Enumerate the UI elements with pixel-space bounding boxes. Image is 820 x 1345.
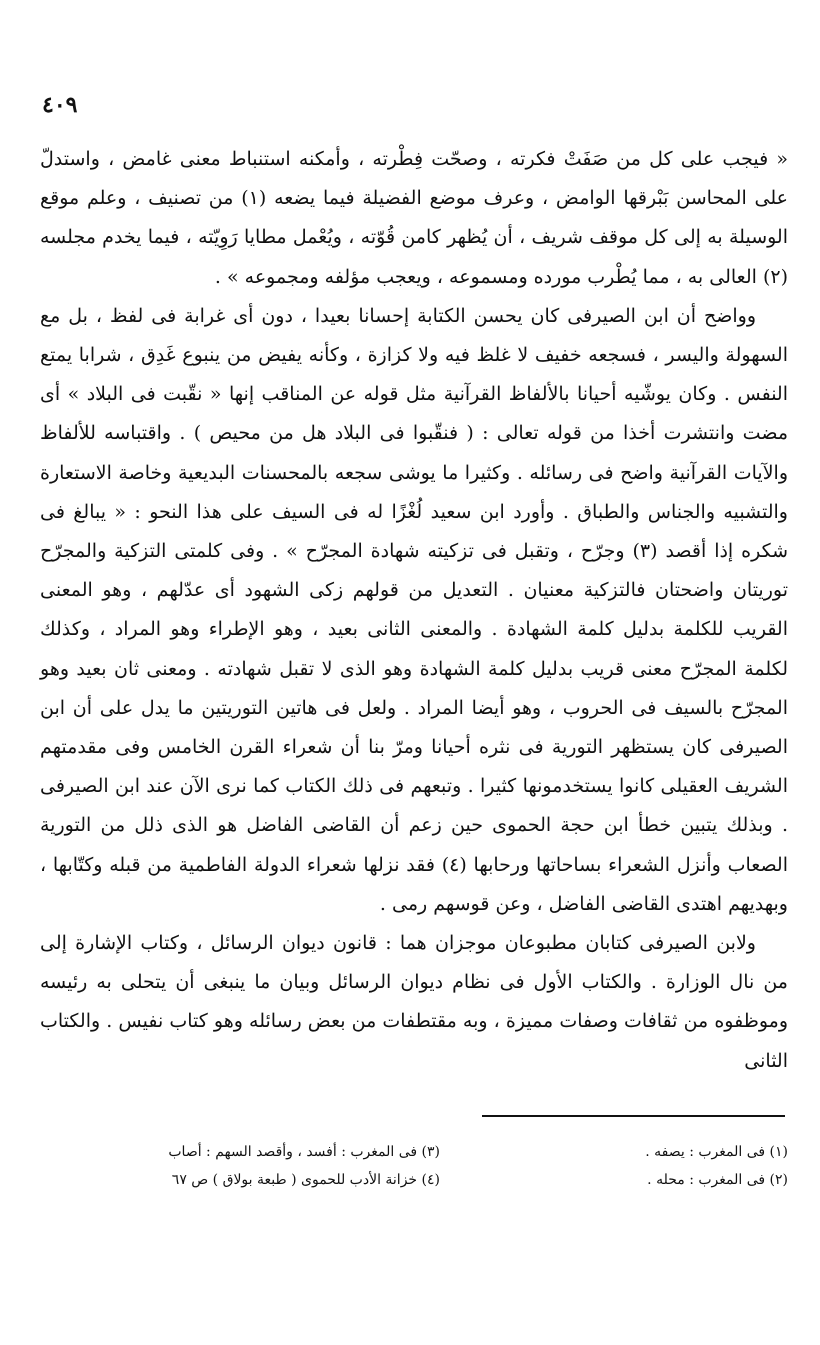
footnote-1: (١) فى المغرب : يصفه .: [645, 1144, 788, 1160]
footnote-4: (٤) خزانة الأدب للحموى ( طبعة بولاق ) ص ٦٧: [171, 1172, 440, 1188]
footnote-3: (٣) فى المغرب : أفسد ، وأقصد السهم : أصاب: [168, 1144, 440, 1160]
footnotes-left-column: [60, 1138, 440, 1194]
analysis-paragraph: وواضح أن ابن الصيرفى كان يحسن الكتابة إحسانا بعيدا ، دون أى غرابة فى لفظ ، بل مع السهولة واليسر ، فسجعه خفيف لا غلظ فيه ولا كزازة ، وكأنه يفيض من ينبوع غَدِق ، شرابا يمتع النفس . وكان يوشّيه أحيانا بالألفاظ القرآنية مثل قوله عن المناقب إنها « نقّبت فى البلاد » أى مضت وانتشرت أخذا من قوله تعالى : ( فنقّبوا فى البلاد هل من محيص ) . واقتباسه للألفاظ والآيات القرآنية واضح فى رسائله . وكثيرا ما يوشى سجعه بالمحسنات البديعية وخاصة الاستعارة والتشبيه والجناس والطباق . وأورد ابن سعيد لُغْزًا له فى السيف على هذا النحو : « يبالغ فى شكره إذا أقصد (٣) وجرّح ، وتقبل فى تزكيته شهادة المجرّح » . وفى كلمتى التزكية والمجرّح توريتان واضحتان فالتزكية معنيان . التعديل من قولهم زكى الشهود أى عدّلهم ، وهو المعنى القريب للكلمة بدليل كلمة الشهادة . والمعنى الثانى بعيد ، وهو الإطراء وهو المراد ، وكذلك لكلمة المجرّح معنى قريب بدليل كلمة الشهادة وهو الذى لا تقبل شهادته . ومعنى ثان بعيد وهو المجرّح بالسيف فى الحروب ، وهو أيضا المراد . ولعل فى هاتين التوريتين ما يدل على أن ابن الصيرفى كان يستظهر التورية فى نثره أحيانا ومرّ بنا أن شعراء القرن الخامس وفى مقدمتهم الشريف العقيلى كانوا يستخدمونها كثيرا . وتبعهم فى ذلك الكتاب كما نرى الآن عند ابن الصيرفى . وبذلك يتبين خطأ ابن حجة الحموى حين زعم أن القاضى الفاضل هو الذى ذلل من التورية الصعاب وأنزل الشعراء بساحاتها ورحابها (٤) فقد نزلها شعراء الدولة الفاطمية من قبله وكتّابها ، وبهديهم اهتدى القاضى الفاضل ، وعن قوسهم رمى .: [40, 304, 789, 915]
quote-paragraph: « فيجب على كل من صَفَتْ فكرته ، وصحّت فِطْرته ، وأمكنه استنباط معنى غامض ، واستدلّ على المحاسن بَبْرقها الوامض ، وعرف موضع الفضيلة فيما يضعه (١) من تصنيف ، وعلم موقع الوسيلة به إلى كل موقف شريف ، أن يُظهر كامن قُوّته ، ويُعْمل مطايا رَوِيّته ، فيما يخدم مجلسه (٢) العالى به ، مما يُطْرب مورده ومسموعه ، ويعجب مؤلفه ومجموعه » .: [40, 148, 788, 288]
books-paragraph: ولابن الصيرفى كتابان مطبوعان موجزان هما : قانون ديوان الرسائل ، وكتاب الإشارة إلى من نال الوزارة . والكتاب الأول فى نظام ديوان الرسائل وبيان ما ينبغى أن يتحلى به رئيسه وموظفوه من ثقافات وصفات مميزة ، وبه مقتطفات من بعض رسائله وهو كتاب نفيس . والكتاب الثانى: [40, 932, 788, 1072]
page-number: ٤٠٩: [42, 92, 78, 118]
footnote-2: (٢) فى المغرب : محله .: [647, 1172, 788, 1188]
footnote-separator: [482, 1115, 785, 1117]
footnotes-right-column: [488, 1138, 788, 1194]
main-text: [40, 140, 788, 1081]
